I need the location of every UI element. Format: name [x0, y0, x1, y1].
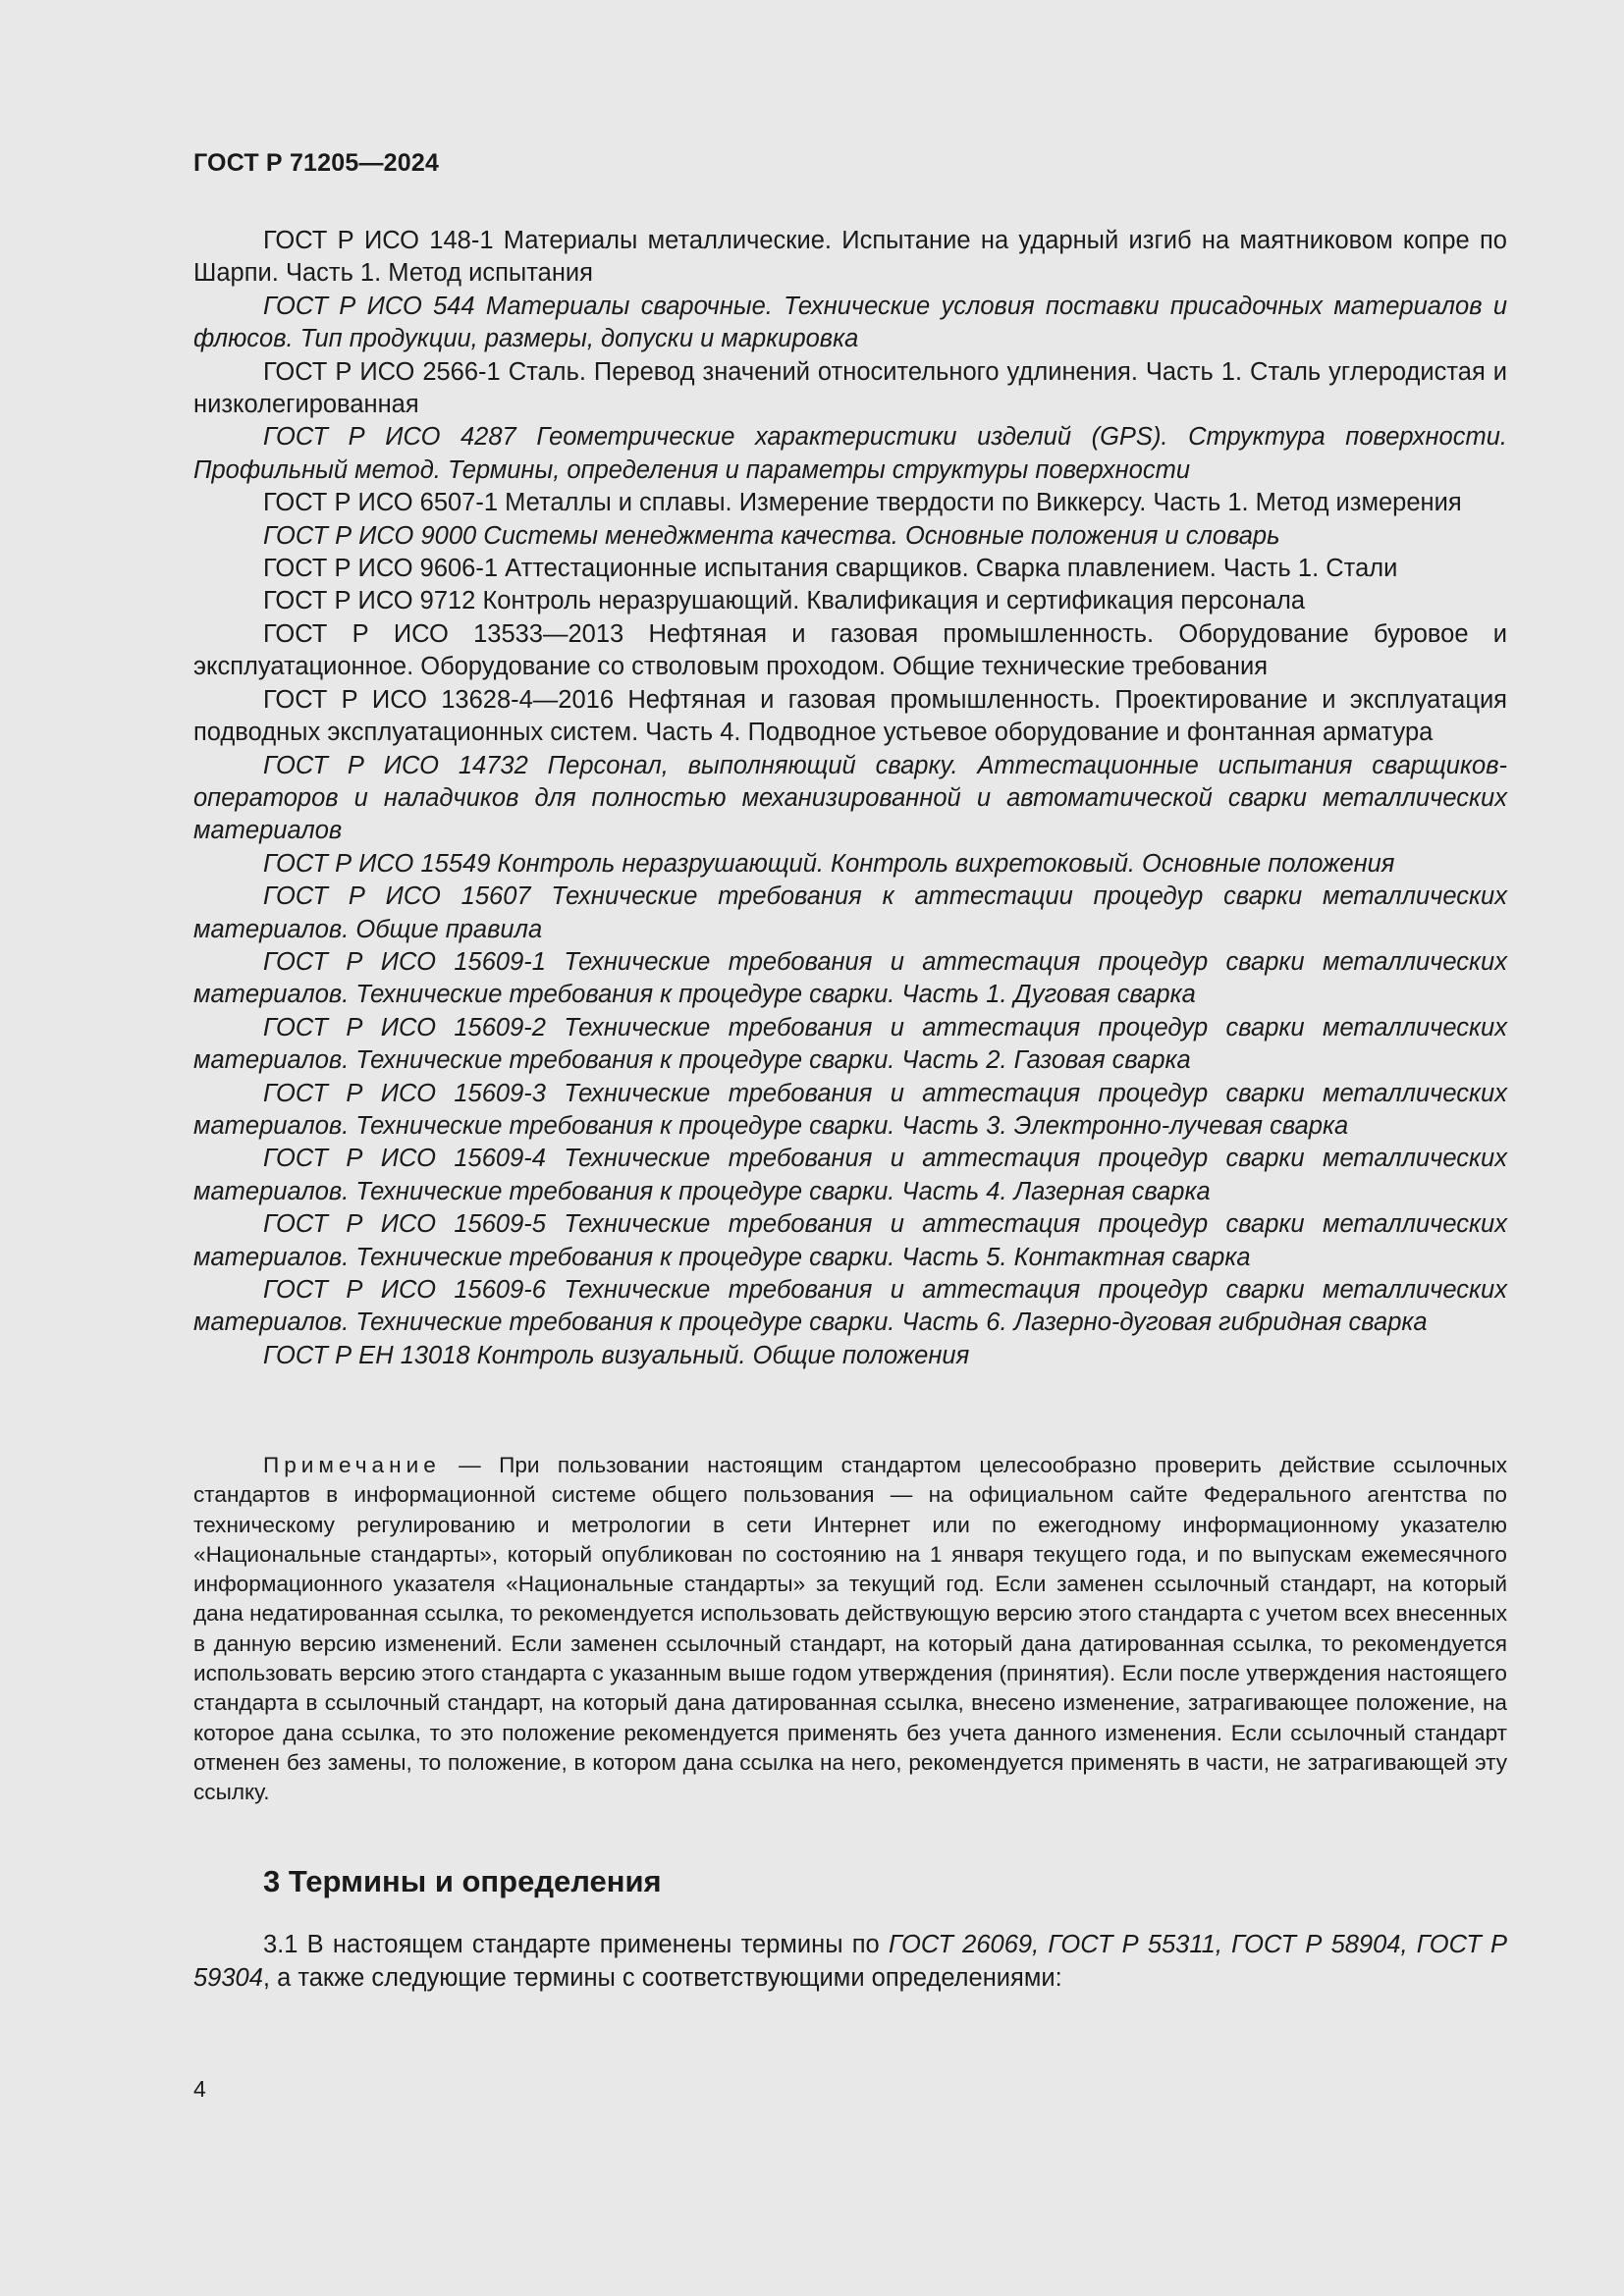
reference-item: ГОСТ Р ИСО 2566-1 Сталь. Перевод значений относительного удлинения. Часть 1. Сталь углеродистая и низколегированная: [193, 357, 1507, 419]
reference-item: ГОСТ Р ИСО 9712 Контроль неразрушающий. Квалификация и сертификация персонала: [263, 587, 1306, 615]
section-heading: 3 Термины и определения: [263, 1864, 662, 1898]
note-dash: —: [440, 1453, 500, 1477]
page-number: 4: [193, 2076, 206, 2102]
reference-item: ГОСТ Р ИСО 13533—2013 Нефтяная и газовая промышленность. Оборудование буровое и эксплуатационное. Оборудование со стволовым проходом. Общие технические требования: [193, 619, 1507, 681]
note-label: Примечание: [263, 1453, 441, 1477]
note-paragraph: [193, 1451, 1507, 1808]
reference-item: ГОСТ Р ИСО 15609-3 Технические требования и аттестация процедур сварки металлических материалов. Технические требования к процедуре сварки. Часть 3. Электронно-лучевая сварка: [193, 1079, 1507, 1140]
reference-item: ГОСТ Р ИСО 148-1 Материалы металлические. Испытание на ударный изгиб на маятниковом копре по Шарпи. Часть 1. Метод испытания: [193, 227, 1507, 288]
reference-item: ГОСТ Р ИСО 15609-1 Технические требования и аттестация процедур сварки металлических материалов. Технические требования к процедуре сварки. Часть 1. Дуговая сварка: [193, 947, 1507, 1009]
section-paragraph-refs: ГОСТ 26069, ГОСТ Р 55311, ГОСТ Р 58904, ГОСТ Р 59304: [193, 1931, 1507, 1992]
reference-item: ГОСТ Р ИСО 15609-6 Технические требования и аттестация процедур сварки металлических материалов. Технические требования к процедуре сварки. Часть 6. Лазерно-дуговая гибридная сварка: [193, 1276, 1507, 1337]
note-text: При пользовании настоящим стандартом целесообразно проверить действие ссылочных стандартов в информационной системе общего пользования — на официальном сайте Федерального агентства по техническому регулированию и метрологии в сети Интернет или по ежегодному информационному указателю «Национальные стандарты», который опубликован по состоянию на 1 января текущего года, и по выпускам ежемесячного информационного указателя «Национальные стандарты» за текущий год. Если заменен ссылочный стандарт, на который дана недатированная ссылка, то рекомендуется использовать действующую версию этого стандарта с учетом всех внесенных в данную версию изменений. Если заменен ссылочный стандарт, на который дана датированная ссылка, то рекомендуется использовать версию этого стандарта с указанным выше годом утверждения (принятия). Если после утверждения настоящего стандарта в ссылочный стандарт, на который дана датированная ссылка, внесено изменение, затрагивающее положение, на которое дана ссылка, то это положение рекомендуется применять без учета данного изменения. Если ссылочный стандарт отменен без замены, то положение, в котором дана ссылка на него, рекомендуется применять в части, не затрагивающей эту ссылку.: [193, 1453, 1507, 1805]
reference-item: ГОСТ Р ИСО 9000 Системы менеджмента качества. Основные положения и словарь: [263, 521, 1280, 550]
normative-references-list: [193, 225, 1507, 1372]
reference-item: ГОСТ Р ИСО 15607 Технические требования к аттестации процедур сварки металлических материалов. Общие правила: [193, 882, 1507, 943]
reference-item: ГОСТ Р ИСО 14732 Персонал, выполняющий сварку. Аттестационные испытания сварщиков-операторов и наладчиков для полностью механизированной и автоматической сварки металлических материалов: [193, 751, 1507, 845]
reference-item: ГОСТ Р ИСО 15549 Контроль неразрушающий. Контроль вихретоковый. Основные положения: [263, 849, 1395, 878]
section-paragraph-tail: , а также следующие термины с соответствующими определениями:: [262, 1964, 1062, 1992]
section-paragraph: [193, 1928, 1507, 1995]
document-header: ГОСТ Р 71205—2024: [193, 149, 440, 177]
reference-item: ГОСТ Р ЕН 13018 Контроль визуальный. Общие положения: [263, 1341, 970, 1369]
reference-item: ГОСТ Р ИСО 15609-2 Технические требования и аттестация процедур сварки металлических материалов. Технические требования к процедуре сварки. Часть 2. Газовая сварка: [193, 1013, 1507, 1075]
reference-item: ГОСТ Р ИСО 544 Материалы сварочные. Технические условия поставки присадочных материалов и флюсов. Тип продукции, размеры, допуски и маркировка: [193, 292, 1507, 353]
reference-item: ГОСТ Р ИСО 13628-4—2016 Нефтяная и газовая промышленность. Проектирование и эксплуатация подводных эксплуатационных систем. Часть 4. Подводное устьевое оборудование и фонтанная арматура: [193, 685, 1507, 747]
reference-item: ГОСТ Р ИСО 15609-4 Технические требования и аттестация процедур сварки металлических материалов. Технические требования к процедуре сварки. Часть 4. Лазерная сварка: [193, 1145, 1507, 1205]
reference-item: ГОСТ Р ИСО 9606-1 Аттестационные испытания сварщиков. Сварка плавлением. Часть 1. Стали: [263, 555, 1398, 583]
reference-item: ГОСТ Р ИСО 4287 Геометрические характеристики изделий (GPS). Структура поверхности. Профильный метод. Термины, определения и параметры структуры поверхности: [193, 423, 1507, 484]
section-paragraph-lead: 3.1 В настоящем стандарте применены термины по: [263, 1931, 889, 1958]
note-block: [193, 1451, 1507, 1808]
reference-item: ГОСТ Р ИСО 6507-1 Металлы и сплавы. Измерение твердости по Виккерсу. Часть 1. Метод измерения: [263, 489, 1462, 517]
reference-item: ГОСТ Р ИСО 15609-5 Технические требования и аттестация процедур сварки металлических материалов. Технические требования к процедуре сварки. Часть 5. Контактная сварка: [193, 1210, 1507, 1271]
